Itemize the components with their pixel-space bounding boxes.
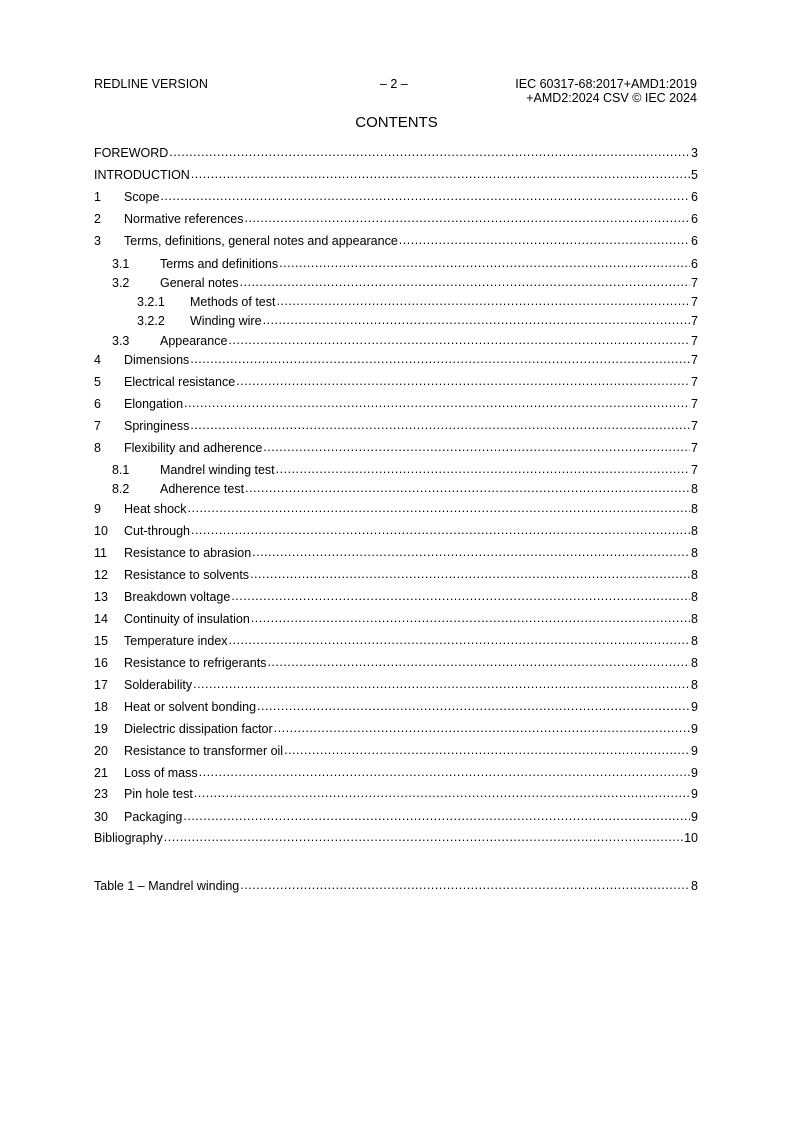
- toc-entry-number: 20: [94, 744, 108, 758]
- toc-entry-label: Table 1 – Mandrel winding: [94, 879, 240, 893]
- toc-entry-page: 7: [691, 353, 698, 367]
- toc-dot-leader: [183, 808, 690, 824]
- toc-entry-page: 7: [691, 441, 698, 455]
- toc-entry[interactable]: [94, 633, 698, 649]
- toc-entry[interactable]: [94, 677, 698, 693]
- header-right: [515, 77, 697, 105]
- toc-entry-number: 3.2: [112, 276, 130, 290]
- toc-dot-leader: [193, 676, 690, 692]
- toc-entry[interactable]: [94, 352, 698, 368]
- toc-entry-label: Loss of mass: [124, 766, 198, 780]
- toc-entry-label: Packaging: [124, 810, 183, 824]
- header-left: REDLINE VERSION: [94, 77, 208, 91]
- toc-entry-label: Electrical resistance: [124, 375, 236, 389]
- toc-entry-page: 6: [691, 257, 698, 271]
- toc-dot-leader: [263, 439, 690, 455]
- toc-entry[interactable]: [94, 699, 698, 715]
- toc-entry-label: Bibliography: [94, 831, 163, 845]
- toc-entry-page: 8: [691, 634, 698, 648]
- toc-entry[interactable]: [94, 418, 698, 434]
- toc-entry-number: 17: [94, 678, 108, 692]
- toc-entry[interactable]: [94, 523, 698, 539]
- toc-entry[interactable]: [94, 786, 698, 802]
- page-title: CONTENTS: [355, 114, 438, 131]
- toc-dot-leader: [169, 144, 690, 160]
- toc-entry[interactable]: [94, 545, 698, 561]
- toc-entry[interactable]: [94, 313, 698, 329]
- toc-dot-leader: [188, 500, 691, 516]
- toc-entry-page: 7: [691, 295, 698, 309]
- toc-entry-page: 5: [691, 168, 698, 182]
- toc-entry-label: Solderability: [124, 678, 193, 692]
- toc-entry-label: General notes: [160, 276, 239, 290]
- toc-entry[interactable]: [94, 878, 698, 894]
- toc-entry-page: 10: [684, 831, 698, 845]
- toc-entry[interactable]: [94, 294, 698, 310]
- toc-dot-leader: [245, 480, 690, 496]
- toc-entry-page: 3: [691, 146, 698, 160]
- toc-entry-number: 23: [94, 787, 108, 801]
- toc-dot-leader: [194, 785, 690, 801]
- toc-entry-number: 4: [94, 353, 101, 367]
- toc-entry-label: Resistance to transformer oil: [124, 744, 284, 758]
- toc-entry[interactable]: [94, 275, 698, 291]
- toc-dot-leader: [267, 654, 690, 670]
- toc-dot-leader: [252, 544, 690, 560]
- toc-entry-label: Flexibility and adherence: [124, 441, 263, 455]
- toc-entry-number: 14: [94, 612, 108, 626]
- toc-dot-leader: [276, 461, 690, 477]
- toc-dot-leader: [279, 255, 690, 271]
- toc-entry-label: Heat or solvent bonding: [124, 700, 257, 714]
- toc-dot-leader: [236, 373, 690, 389]
- toc-entry[interactable]: [94, 211, 698, 227]
- toc-entry-label: Scope: [124, 190, 160, 204]
- toc-entry-page: 8: [691, 678, 698, 692]
- toc-dot-leader: [276, 293, 690, 309]
- toc-entry-page: 7: [691, 375, 698, 389]
- toc-entry[interactable]: [94, 233, 698, 249]
- toc-entry-label: Resistance to solvents: [124, 568, 250, 582]
- toc-entry-page: 6: [691, 190, 698, 204]
- toc-entry-number: 30: [94, 810, 108, 824]
- toc-entry[interactable]: [94, 501, 698, 517]
- toc-entry[interactable]: [94, 396, 698, 412]
- toc-dot-leader: [251, 610, 690, 626]
- toc-dot-leader: [245, 210, 691, 226]
- toc-entry-number: 1: [94, 190, 101, 204]
- toc-entry-number: 10: [94, 524, 108, 538]
- toc-entry-number: 13: [94, 590, 108, 604]
- toc-entry-label: Heat shock: [124, 502, 187, 516]
- toc-entry-label: Mandrel winding test: [160, 463, 275, 477]
- toc-dot-leader: [231, 588, 690, 604]
- toc-entry-number: 3.2.1: [137, 295, 165, 309]
- toc-entry-label: Appearance: [160, 334, 228, 348]
- toc-entry-page: 8: [691, 502, 698, 516]
- toc-entry-label: Terms and definitions: [160, 257, 279, 271]
- toc-dot-leader: [228, 332, 690, 348]
- toc-entry-page: 6: [691, 234, 698, 248]
- toc-entry-number: 18: [94, 700, 108, 714]
- toc-entry-number: 9: [94, 502, 101, 516]
- toc-entry-number: 7: [94, 419, 101, 433]
- toc-entry-number: 15: [94, 634, 108, 648]
- toc-entry-number: 19: [94, 722, 108, 736]
- header-page-number: – 2 –: [380, 77, 408, 91]
- toc-dot-leader: [190, 351, 690, 367]
- toc-entry-label: Cut-through: [124, 524, 191, 538]
- toc-entry[interactable]: [94, 462, 698, 478]
- toc-dot-leader: [229, 632, 691, 648]
- toc-entry-label: Continuity of insulation: [124, 612, 250, 626]
- toc-entry-number: 3.2.2: [137, 314, 165, 328]
- toc-entry-number: 11: [94, 546, 107, 560]
- toc-entry-number: 21: [94, 766, 108, 780]
- toc-entry-number: 12: [94, 568, 108, 582]
- toc-entry-page: 6: [691, 212, 698, 226]
- toc-entry-number: 3: [94, 234, 101, 248]
- toc-entry-number: 8.1: [112, 463, 130, 477]
- toc-entry-page: 8: [691, 612, 698, 626]
- toc-entry-label: Pin hole test: [124, 787, 193, 801]
- toc-entry-page: 9: [691, 810, 698, 824]
- toc-entry[interactable]: [94, 374, 698, 390]
- toc-dot-leader: [191, 166, 690, 182]
- toc-entry[interactable]: [94, 721, 698, 737]
- toc-entry[interactable]: [94, 189, 698, 205]
- toc-entry-label: Methods of test: [190, 295, 276, 309]
- toc-entry[interactable]: [94, 256, 698, 272]
- toc-dot-leader: [164, 829, 683, 845]
- toc-entry[interactable]: [94, 611, 698, 627]
- toc-entry-label: Resistance to abrasion: [124, 546, 252, 560]
- toc-entry-page: 7: [691, 276, 698, 290]
- toc-dot-leader: [250, 566, 690, 582]
- toc-entry-label: Dimensions: [124, 353, 190, 367]
- header-right-line1: IEC 60317-68:2017+AMD1:2019: [515, 77, 697, 91]
- toc-entry-label: Normative references: [124, 212, 244, 226]
- toc-entry-label: Temperature index: [124, 634, 228, 648]
- toc-entry-label: Adherence test: [160, 482, 245, 496]
- toc-entry-label: Dielectric dissipation factor: [124, 722, 273, 736]
- toc-entry-page: 7: [691, 419, 698, 433]
- toc-entry-label: Breakdown voltage: [124, 590, 231, 604]
- toc-entry-page: 8: [691, 482, 698, 496]
- toc-entry-label: Winding wire: [190, 314, 262, 328]
- toc-entry-page: 7: [691, 397, 698, 411]
- toc-entry[interactable]: [94, 145, 698, 161]
- toc-entry[interactable]: [94, 589, 698, 605]
- toc-entry-number: 3.3: [112, 334, 130, 348]
- toc-dot-leader: [274, 720, 690, 736]
- toc-entry[interactable]: [94, 440, 698, 456]
- toc-entry[interactable]: [94, 743, 698, 759]
- toc-entry-page: 8: [691, 524, 698, 538]
- toc-entry-page: 7: [691, 463, 698, 477]
- toc-dot-leader: [240, 877, 690, 893]
- toc-entry-label: INTRODUCTION: [94, 168, 190, 182]
- toc-entry-page: 8: [691, 590, 698, 604]
- toc-dot-leader: [190, 417, 690, 433]
- toc-entry-page: 7: [691, 314, 698, 328]
- toc-entry[interactable]: [94, 481, 698, 497]
- toc-entry-number: 8.2: [112, 482, 130, 496]
- toc-dot-leader: [199, 764, 690, 780]
- toc-entry-number: 3.1: [112, 257, 130, 271]
- toc-entry-number: 6: [94, 397, 101, 411]
- toc-entry-number: 5: [94, 375, 101, 389]
- toc-entry-page: 9: [691, 700, 698, 714]
- toc-entry[interactable]: [94, 167, 698, 183]
- toc-entry-page: 9: [691, 722, 698, 736]
- toc-entry[interactable]: [94, 567, 698, 583]
- toc-entry-page: 8: [691, 879, 698, 893]
- toc-entry[interactable]: [94, 765, 698, 781]
- toc-entry-number: 16: [94, 656, 108, 670]
- toc-entry-page: 9: [691, 766, 698, 780]
- toc-entry-page: 8: [691, 546, 698, 560]
- toc-dot-leader: [191, 522, 690, 538]
- toc-entry-page: 8: [691, 568, 698, 582]
- toc-dot-leader: [399, 232, 690, 248]
- toc-entry[interactable]: [94, 333, 698, 349]
- toc-entry-label: Elongation: [124, 397, 184, 411]
- toc-entry[interactable]: [94, 809, 698, 825]
- toc-entry-label: Springiness: [124, 419, 190, 433]
- toc-entry-label: Resistance to refrigerants: [124, 656, 267, 670]
- toc-entry[interactable]: [94, 655, 698, 671]
- toc-entry-page: 9: [691, 744, 698, 758]
- toc-entry-page: 9: [691, 787, 698, 801]
- toc-dot-leader: [257, 698, 690, 714]
- header-right-line2: +AMD2:2024 CSV © IEC 2024: [526, 91, 697, 105]
- toc-entry-number: 8: [94, 441, 101, 455]
- toc-dot-leader: [184, 395, 690, 411]
- toc-entry-number: 2: [94, 212, 101, 226]
- toc-dot-leader: [284, 742, 690, 758]
- toc-dot-leader: [160, 188, 690, 204]
- toc-entry[interactable]: [94, 830, 698, 846]
- toc-dot-leader: [240, 274, 691, 290]
- toc-dot-leader: [263, 312, 690, 328]
- toc-entry-page: 8: [691, 656, 698, 670]
- toc-entry-label: Terms, definitions, general notes and appearance: [124, 234, 398, 248]
- toc-entry-label: FOREWORD: [94, 146, 169, 160]
- toc-entry-page: 7: [691, 334, 698, 348]
